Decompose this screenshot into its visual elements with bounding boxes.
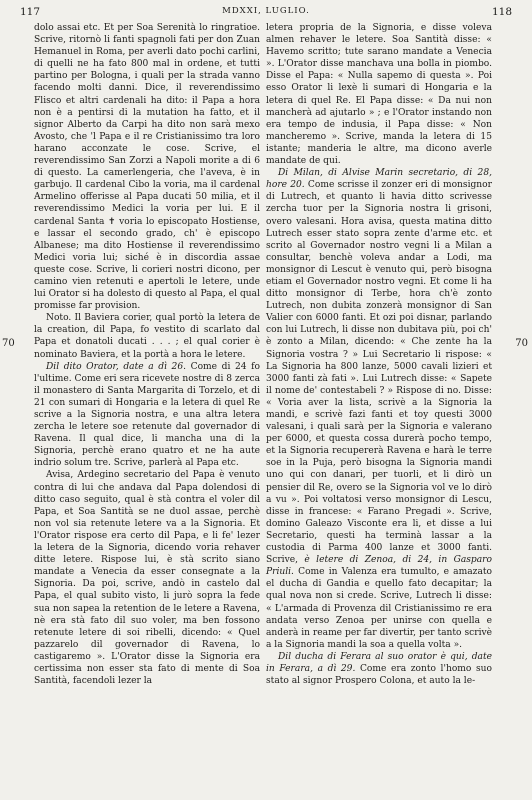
page-header [20,6,512,22]
entry-heading: Dil ducha di Ferara al suo orator è qui, date in Ferara, a dì 29. [266,651,492,674]
right-column [266,22,492,687]
running-head: MDXXI, LUGLIO. [222,6,310,16]
entry-heading: Dil dito Orator, date a dì 26. [46,361,187,372]
paragraph: letera propria de la Signoria, e disse voleva almen rehaver le letere. Soa Santità disse: « Havemo scritto; tute sarano mandate a Venecia ». L'Orator disse manchava una bolla in piombo. Disse el Papa: « Nulla sapemo di questa ». Poi esso Orator li lexè li sumari di Hongaria e la letera di quel Re. El Papa disse: « Da nui non mancherà ad ajutarlo » ; e l'Orator instando non era tempo de indusia, il Papa disse: « Non mancheremo ». Scrive, manda la letera di 15 istante; manderia le altre, ma dicono averle mandate de qui. [266,23,492,167]
margin-number-left: 70 [2,338,15,349]
entry-body: Come era zonto l'homo suo stato al signor Prospero Colona, et auto la le- [266,663,492,687]
left-column [34,22,260,687]
paragraph [266,651,492,687]
entry-heading: Di Milan, di Alvise Marin secretario, di 28, hore 20. [266,168,492,191]
margin-number-right: 70 [515,338,528,349]
entry-italic: è letere di Zenoa, di 24, in Gasparo Priuli. [266,555,492,578]
paragraph: Noto. Il Baviera corier, qual portò la letera de la creation, dil Papa, fo vestito di scarlato dal Papa et donatoli ducati . . . ; el qual corier è nominato Baviera, et la portà a hora le letere. [34,313,260,360]
paragraph [34,361,260,470]
page-number-left: 117 [20,6,41,18]
entry-body: Come scrisse il zonzer eri di monsignor di Lutrech, et quanto li havia ditto scrivesse zercha tuor per la Signoria nostra li grisoni, overo valesani. Hora avisa, questa matina ditto Lutrech esser stato sopra zente d'arme etc. et scrito al Governador nostro vegni li a Milan a consultar, benchè voleva andar a Lodi, ma monsignor di Lescut è venuto qui, però bisogna etiam el Governador nostro vegni. Et come li ha ditto monsignor di Terbe, hora ch'è zonto Lutrech, non dubita zonzerà monsignor di San Valier con 6000 fanti. Et ozi poi disnar, parlando con lui Lutrech, li disse non dubitava più, poi ch' è zonto a Milan, dicendo: « Che zente ha la Signoria vostra ? » Lui Secretario li rispose: « La Signoria ha 800 lanze, 5000 cavali lizieri et 3000 fanti zà fati ». Lui Lutrech disse: « Sapete il nome de' contestabeli ? » Rispose di no. Disse: « Voria aver la lista, scrivè a la Signoria la mandi, e scrivè fazi fanti et toy questi 3000 valesani, i quali sarà per la Signoria e valerano per 6000, et questa cossa durerà pocho tempo, et la Signoria recupererà Ravena e harà le terre soe in la Puja, però bisogna la Signoria mandi uno qui con danari, per tuorli, et li dirò un pensier dil Re, overo se la Signoria vol ve lo dirò a vu ». Poi voltatosi verso monsignor di Lescu, disse in francese: « Farano Pregadi ». Scrive, domino Galeazo Visconte era li, et disse a lui Secretario, questi ha terminà lassar a la custodia di Parma 400 lanze et 3000 fanti. Scrive, [266,180,492,566]
entry-body: Come in Valenza era tumulto, e amazato el ducha di Gandia e quello fato decapitar; la qual nova non si crede. Scrive, Lutrech li disse: « L'armada di Provenza dil Cristianissimo re era andata verso Zenoa per unirse con quella e anderà in reame per far divertir, per tanto scrivè a la Signoria mandi la soa a quella volta ». [266,567,492,650]
entry-body: Come di 24 fo l'ultime. Come eri sera ricevete nostre di 8 zerca il monastero di Santa Margarita di Torzelo, et di 21 con sumari di Hongaria e la letera di quel Re scrive a la Signoria nostra, e una altra letera zercha le letere soe retenute dal governador di Ravena. Il qual dice, li mancha una di la Signoria, perchè erano quatro et ne ha aute indrio solum tre. Scrive, parlerà al Papa etc. [34,361,260,469]
paragraph: Avisa, Ardegino secretario del Papa è venuto contra di lui che andava dal Papa dolendosi di ditto caso seguito, qual è stà contra el voler dil Papa, et Soa Santità se ne duol assae, perchè non vol sia retenute letere va a la Signoria. Et l'Orator rispose era certo dil Papa, e li fe' lezer la letera de la Signoria, dicendo voria rehaver ditte letere. Rispose lui, è stà scrito siano mandate a Venecia da esser consegnate a la Signoria. Da poi, scrive, andò in castelo dal Papa, el qual subito visto, li jurò sopra la fede sua non sapea la retention de le letere a Ravena, nè era stà fato dil suo voler, ma ben fossono retenute letere di soi ribelli, dicendo: « Quel pazzarelo dil governador di Ravena, lo castigaremo ». L'Orator disse la Signoria era certissima non esser sta fato di mente di Soa Santità, facendoli lezer la [34,470,260,687]
paragraph: dolo assai etc. Et per Soa Serenità lo ringratioe. Scrive, ritornò li fanti spagnoli fati per don Zuan Hemanuel in Roma, per averli dato pochi carlini, di quelli ne ha fato 800 mal in ordene, et tutti partino per Bologna, i quali per la strada vanno facendo molti danni. Dice, il reverendissimo Flisco et altri cardenali ha dito: il Papa a hora non è a pentirsi di la mutation ha fatto, et il signor Alberto da Carpi ha dito non sarà mexo Avosto, che 'l Papa e il re Cristianissimo tra loro harano acconzate le cose. Scrive, el reverendissimo San Zorzi a Napoli morite a di 6 di questo. La camerlengeria, che l'aveva, è in garbujo. Il cardenal Cibo la voria, ma il cardenal Armelino offerisse al Papa ducati 50 milia, et il reverendissimo Medici la voria per lui. E il cardenal Santa ✝ voria lo episcopato Hostiense, e lassar el secondo grado, ch' è episcopo Albanese; ma dito Hostiense il reverendissimo Medici voria lui; siché è in discordia assae queste cose. Scrive, li corieri nostri dicono, per camino vien retenuti e apertoli le letere, unde lui Orator si ha dolesto di questo al Papa, el qual promisse far provision. [34,23,260,312]
page-number-right: 118 [491,6,512,18]
paragraph [266,167,492,651]
